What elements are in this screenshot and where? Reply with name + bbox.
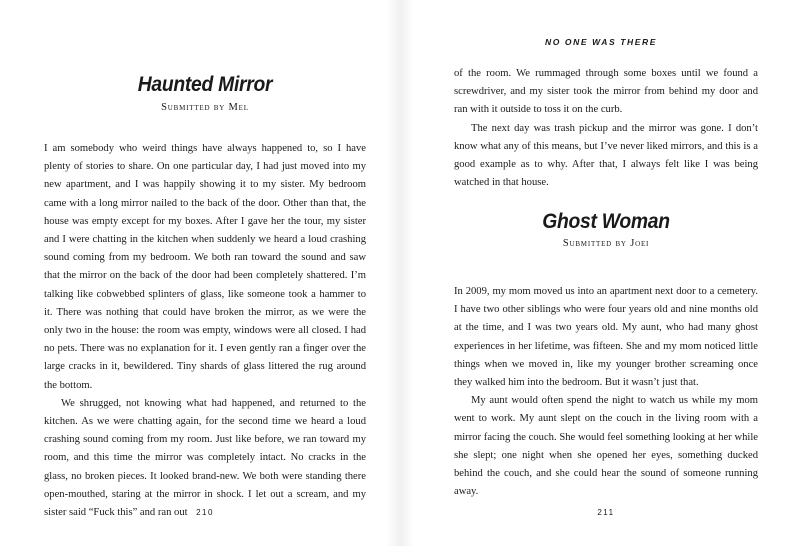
page-number-left: 210: [196, 508, 214, 517]
body-paragraph: My aunt would often spend the night to watch us while my mom went to work. My aunt slept on the couch in the living room with a mirror facing the couch. She would feel something looking at her while she slept; one night when she opened her eyes, something ducked behind the couch, and she could hear the sound of someone running away.: [454, 395, 758, 498]
page-number-right: 211: [597, 508, 615, 517]
right-page-body: [454, 283, 758, 501]
body-paragraph: In 2009, my mom moved us into an apartment next door to a cemetery. I have two other siblings who were four years old and nine months old at the time, and I was two years old. My aunt, who had many ghost experiences in her lifetime, was fifteen. She and my mom noticed little things when we moved in, like my younger brother screaming once they walked him into the bedroom. But it wasn’t just that.: [454, 286, 758, 389]
running-head: NO ONE WAS THERE: [544, 37, 658, 47]
body-paragraph: The next day was trash pickup and the mirror was gone. I don’t know what any of this means, but I’ve never liked mirrors, and this is a good example as to why. After that, I always felt like I was being watched in that house.: [454, 122, 758, 189]
left-page-body: [44, 140, 366, 522]
story-title-haunted-mirror: Haunted Mirror: [137, 73, 273, 96]
story-title-ghost-woman: Ghost Woman: [542, 210, 670, 233]
byline-joei: Submitted by Joei: [562, 238, 650, 249]
body-paragraph: We shrugged, not knowing what had happened, and returned to the kitchen. As we were chatting again, for the second time we heard a loud crashing sound coming from my room. Just like before, we ran toward my room, and this time the mirror was completely intact. No cracks in the glass, no broken pieces. It looked brand-new. We both were standing there open-mouthed, staring at the mirror in shock. I let out a scream, and my sister said “Fuck this” and ran out: [44, 397, 366, 519]
byline-mel: Submitted by Mel: [161, 102, 249, 113]
body-paragraph: of the room. We rummaged through some boxes until we found a screwdriver, and my sister took the mirror from behind my door and ran with it outside to toss it on the curb.: [454, 68, 758, 116]
body-paragraph: I am somebody who weird things have always happened to, so I have plenty of stories to share. On one particular day, I had just moved into my new apartment, and I was happily showing it to my sister. My bedroom came with a long mirror nailed to the back of the door. Other than that, the house was empty except for my boxes. After I gave her the tour, my sister and I were chatting in the kitchen when suddenly we heard a loud crashing sound coming from my bedroom. We both ran toward the sound and saw that the mirror on the back of the door had been completely shattered. I’m talking like cobwebbed splinters of glass, like someone took a hammer to it. There was nothing that could have broken the mirror, as we were the only two in the house: the room was empty, windows were all closed. I had no pets. There was no explanation for it. I even gently ran a finger over the large cracks in it, bewildered. Tiny shards of glass littered the rug around the bottom.: [44, 143, 366, 391]
right-page-continued-body: [454, 65, 758, 192]
